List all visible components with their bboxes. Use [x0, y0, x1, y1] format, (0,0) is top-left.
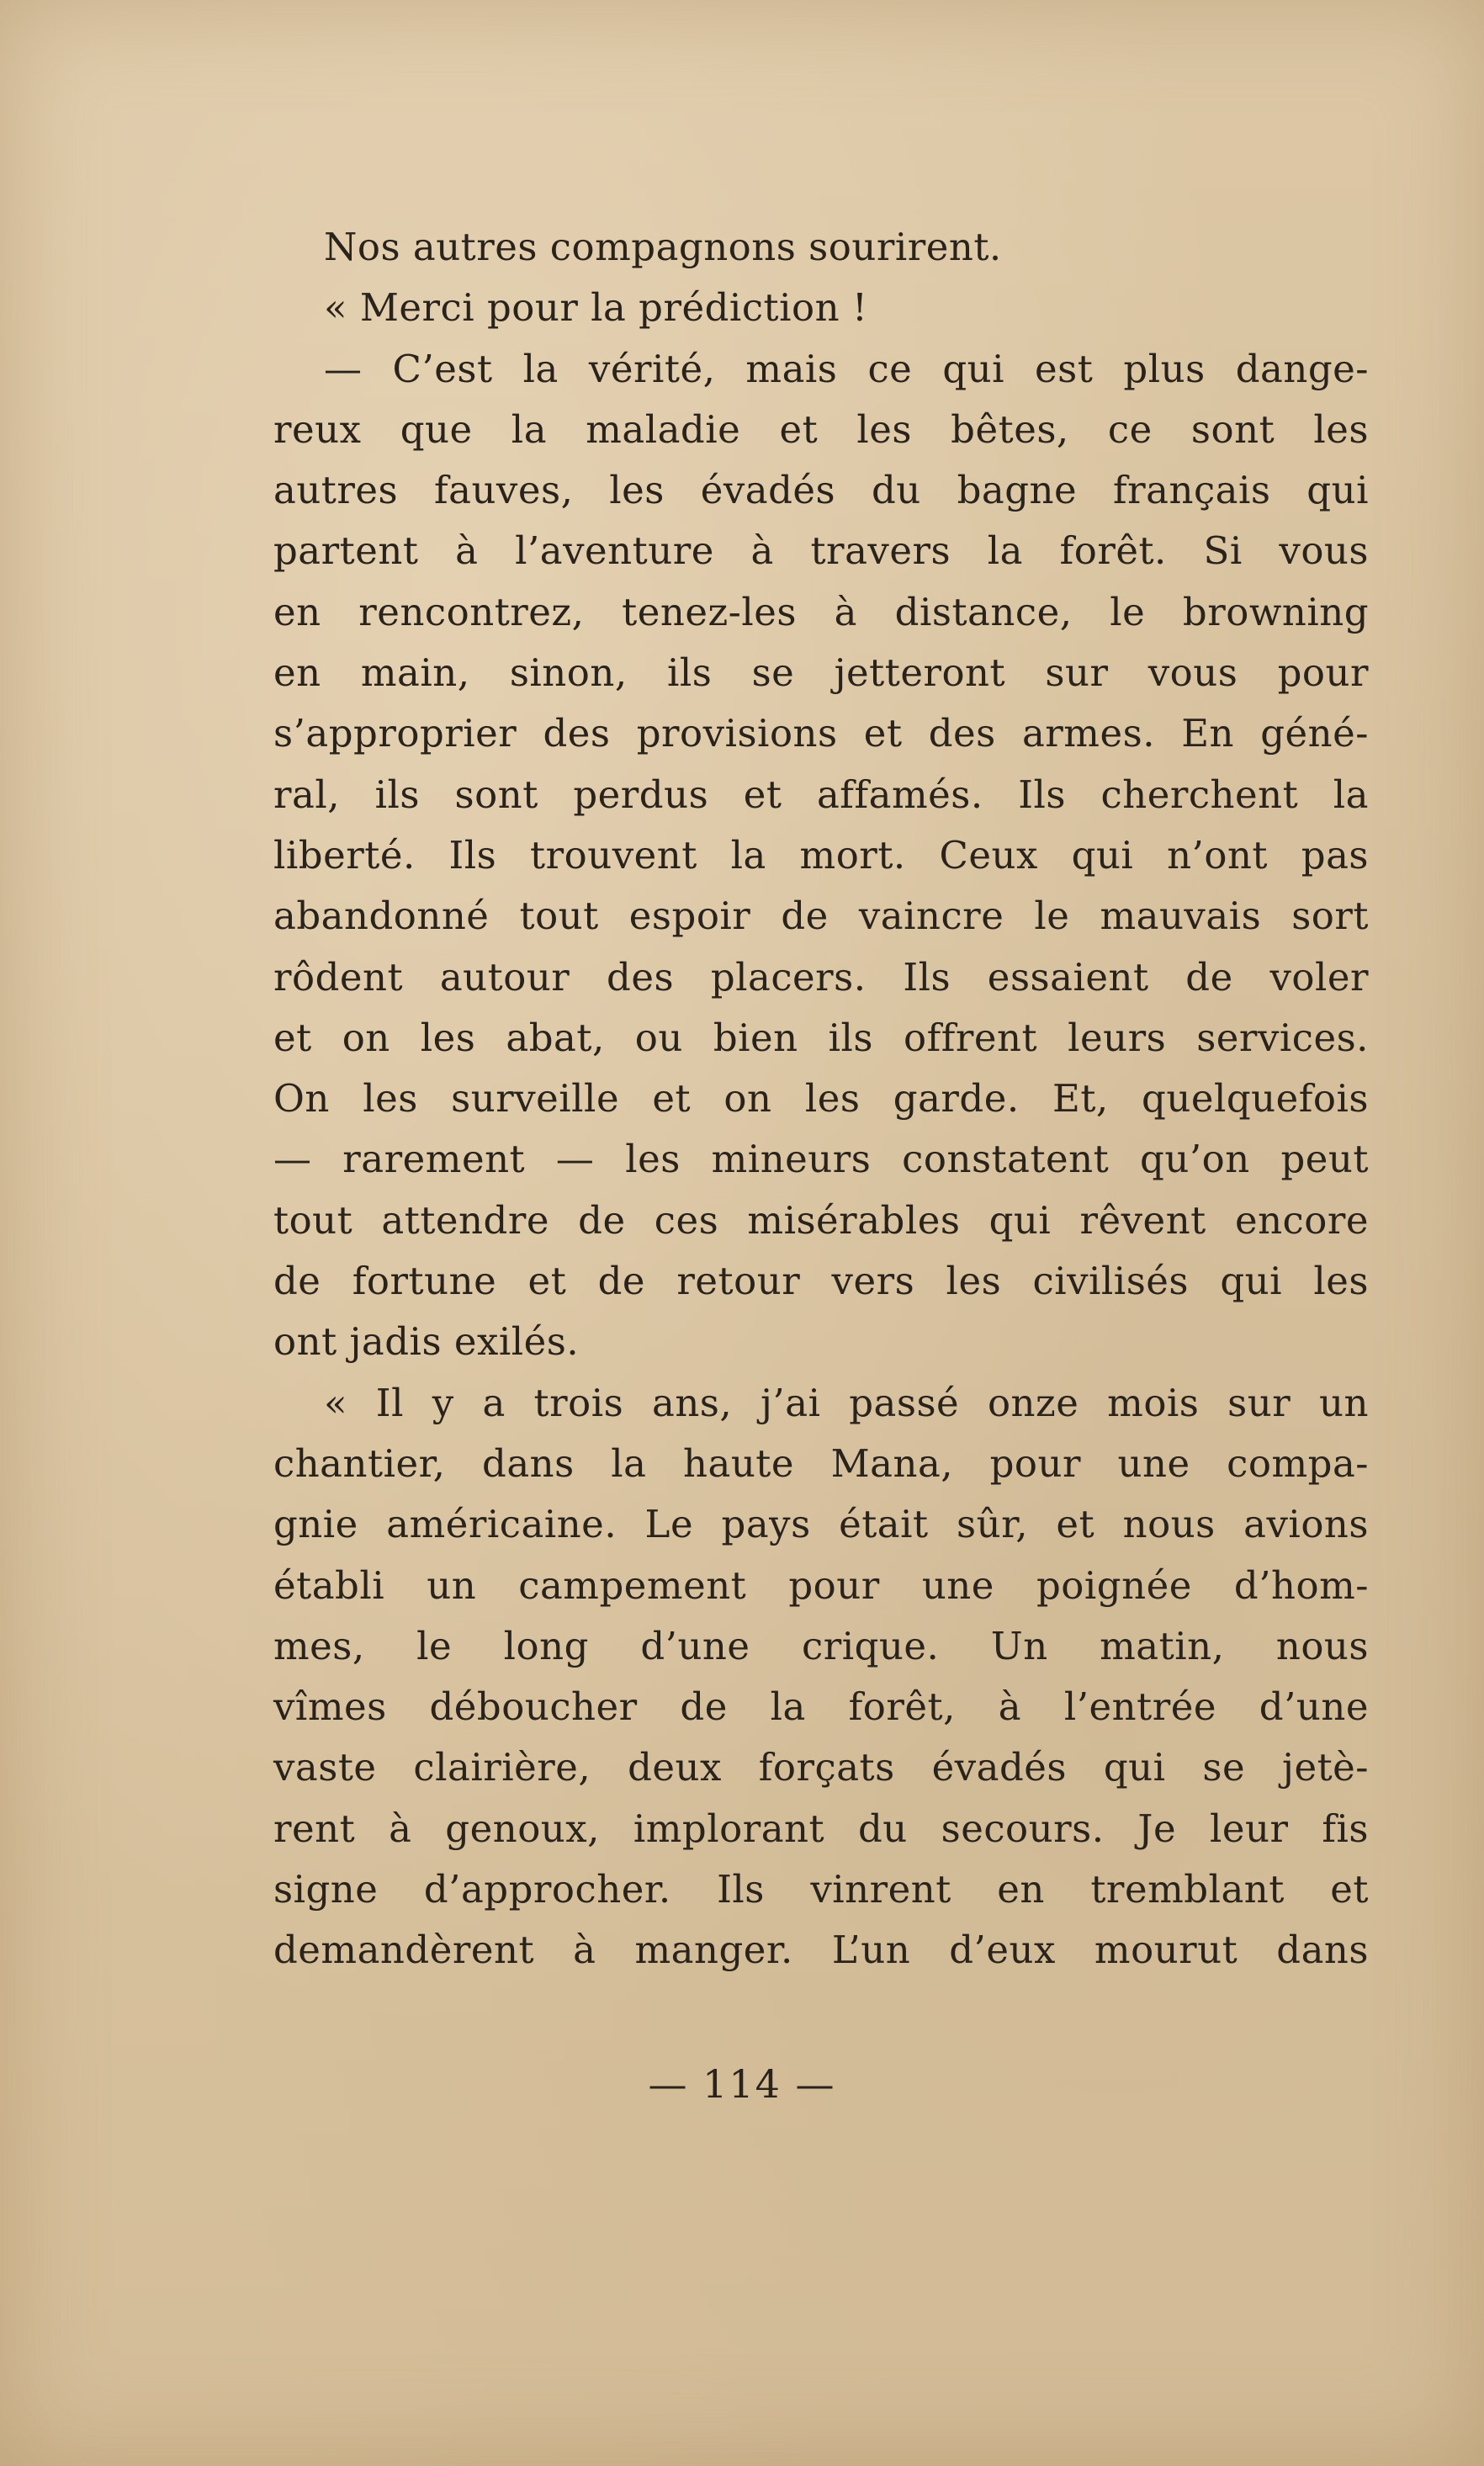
- text-line: tout attendre de ces misérables qui rêvent encore: [273, 1197, 1369, 1243]
- text-line: reux que la maladie et les bêtes, ce sont les: [273, 406, 1369, 452]
- text-line: chantier, dans la haute Mana, pour une compa-: [273, 1440, 1369, 1486]
- text-line: « Merci pour la prédiction !: [324, 285, 868, 331]
- text-line: autres fauves, les évadés du bagne français qui: [273, 468, 1369, 513]
- text-line: en rencontrez, tenez-les à distance, le browning: [273, 589, 1369, 634]
- text-line: gnie américaine. Le pays était sûr, et nous avions: [273, 1502, 1369, 1547]
- text-line: s’approprier des provisions et des armes. En géné-: [273, 711, 1369, 756]
- body-text: [273, 217, 1369, 1981]
- text-line: rent à genoux, implorant du secours. Je leur fis: [273, 1806, 1369, 1851]
- text-line: ral, ils sont perdus et affamés. Ils cherchent la: [273, 772, 1369, 817]
- text-line: On les surveille et on les garde. Et, quelquefois: [273, 1076, 1369, 1122]
- text-line: signe d’approcher. Ils vinrent en tremblant et: [273, 1867, 1369, 1912]
- text-line: et on les abat, ou bien ils offrent leurs services.: [273, 1015, 1369, 1060]
- text-line: ont jadis exilés.: [273, 1319, 580, 1365]
- text-line: en main, sinon, ils se jetteront sur vous pour: [273, 650, 1369, 696]
- text-line: — rarement — les mineurs constatent qu’on peut: [273, 1137, 1369, 1182]
- text-line: partent à l’aventure à travers la forêt. Si vous: [273, 528, 1369, 574]
- text-line: Nos autres compagnons sourirent.: [324, 225, 1002, 269]
- text-line: vîmes déboucher de la forêt, à l’entrée d’une: [273, 1684, 1369, 1730]
- text-line: — C’est la vérité, mais ce qui est plus dange-: [324, 346, 1369, 391]
- page-number: — 114 —: [648, 2061, 836, 2107]
- text-line: liberté. Ils trouvent la mort. Ceux qui n’ont pas: [273, 832, 1369, 878]
- text-line: abandonné tout espoir de vaincre le mauvais sort: [273, 894, 1369, 939]
- text-line: « Il y a trois ans, j’ai passé onze mois sur un: [324, 1380, 1369, 1425]
- text-line: vaste clairière, deux forçats évadés qui se jetè-: [273, 1745, 1369, 1790]
- text-line: demandèrent à manger. L’un d’eux mourut dans: [273, 1928, 1369, 1973]
- text-line: de fortune et de retour vers les civilisés qui les: [273, 1259, 1369, 1304]
- text-line: mes, le long d’une crique. Un matin, nous: [273, 1623, 1369, 1668]
- text-line: rôdent autour des placers. Ils essaient de voler: [273, 954, 1369, 1000]
- text-line: établi un campement pour une poignée d’hom-: [273, 1562, 1369, 1608]
